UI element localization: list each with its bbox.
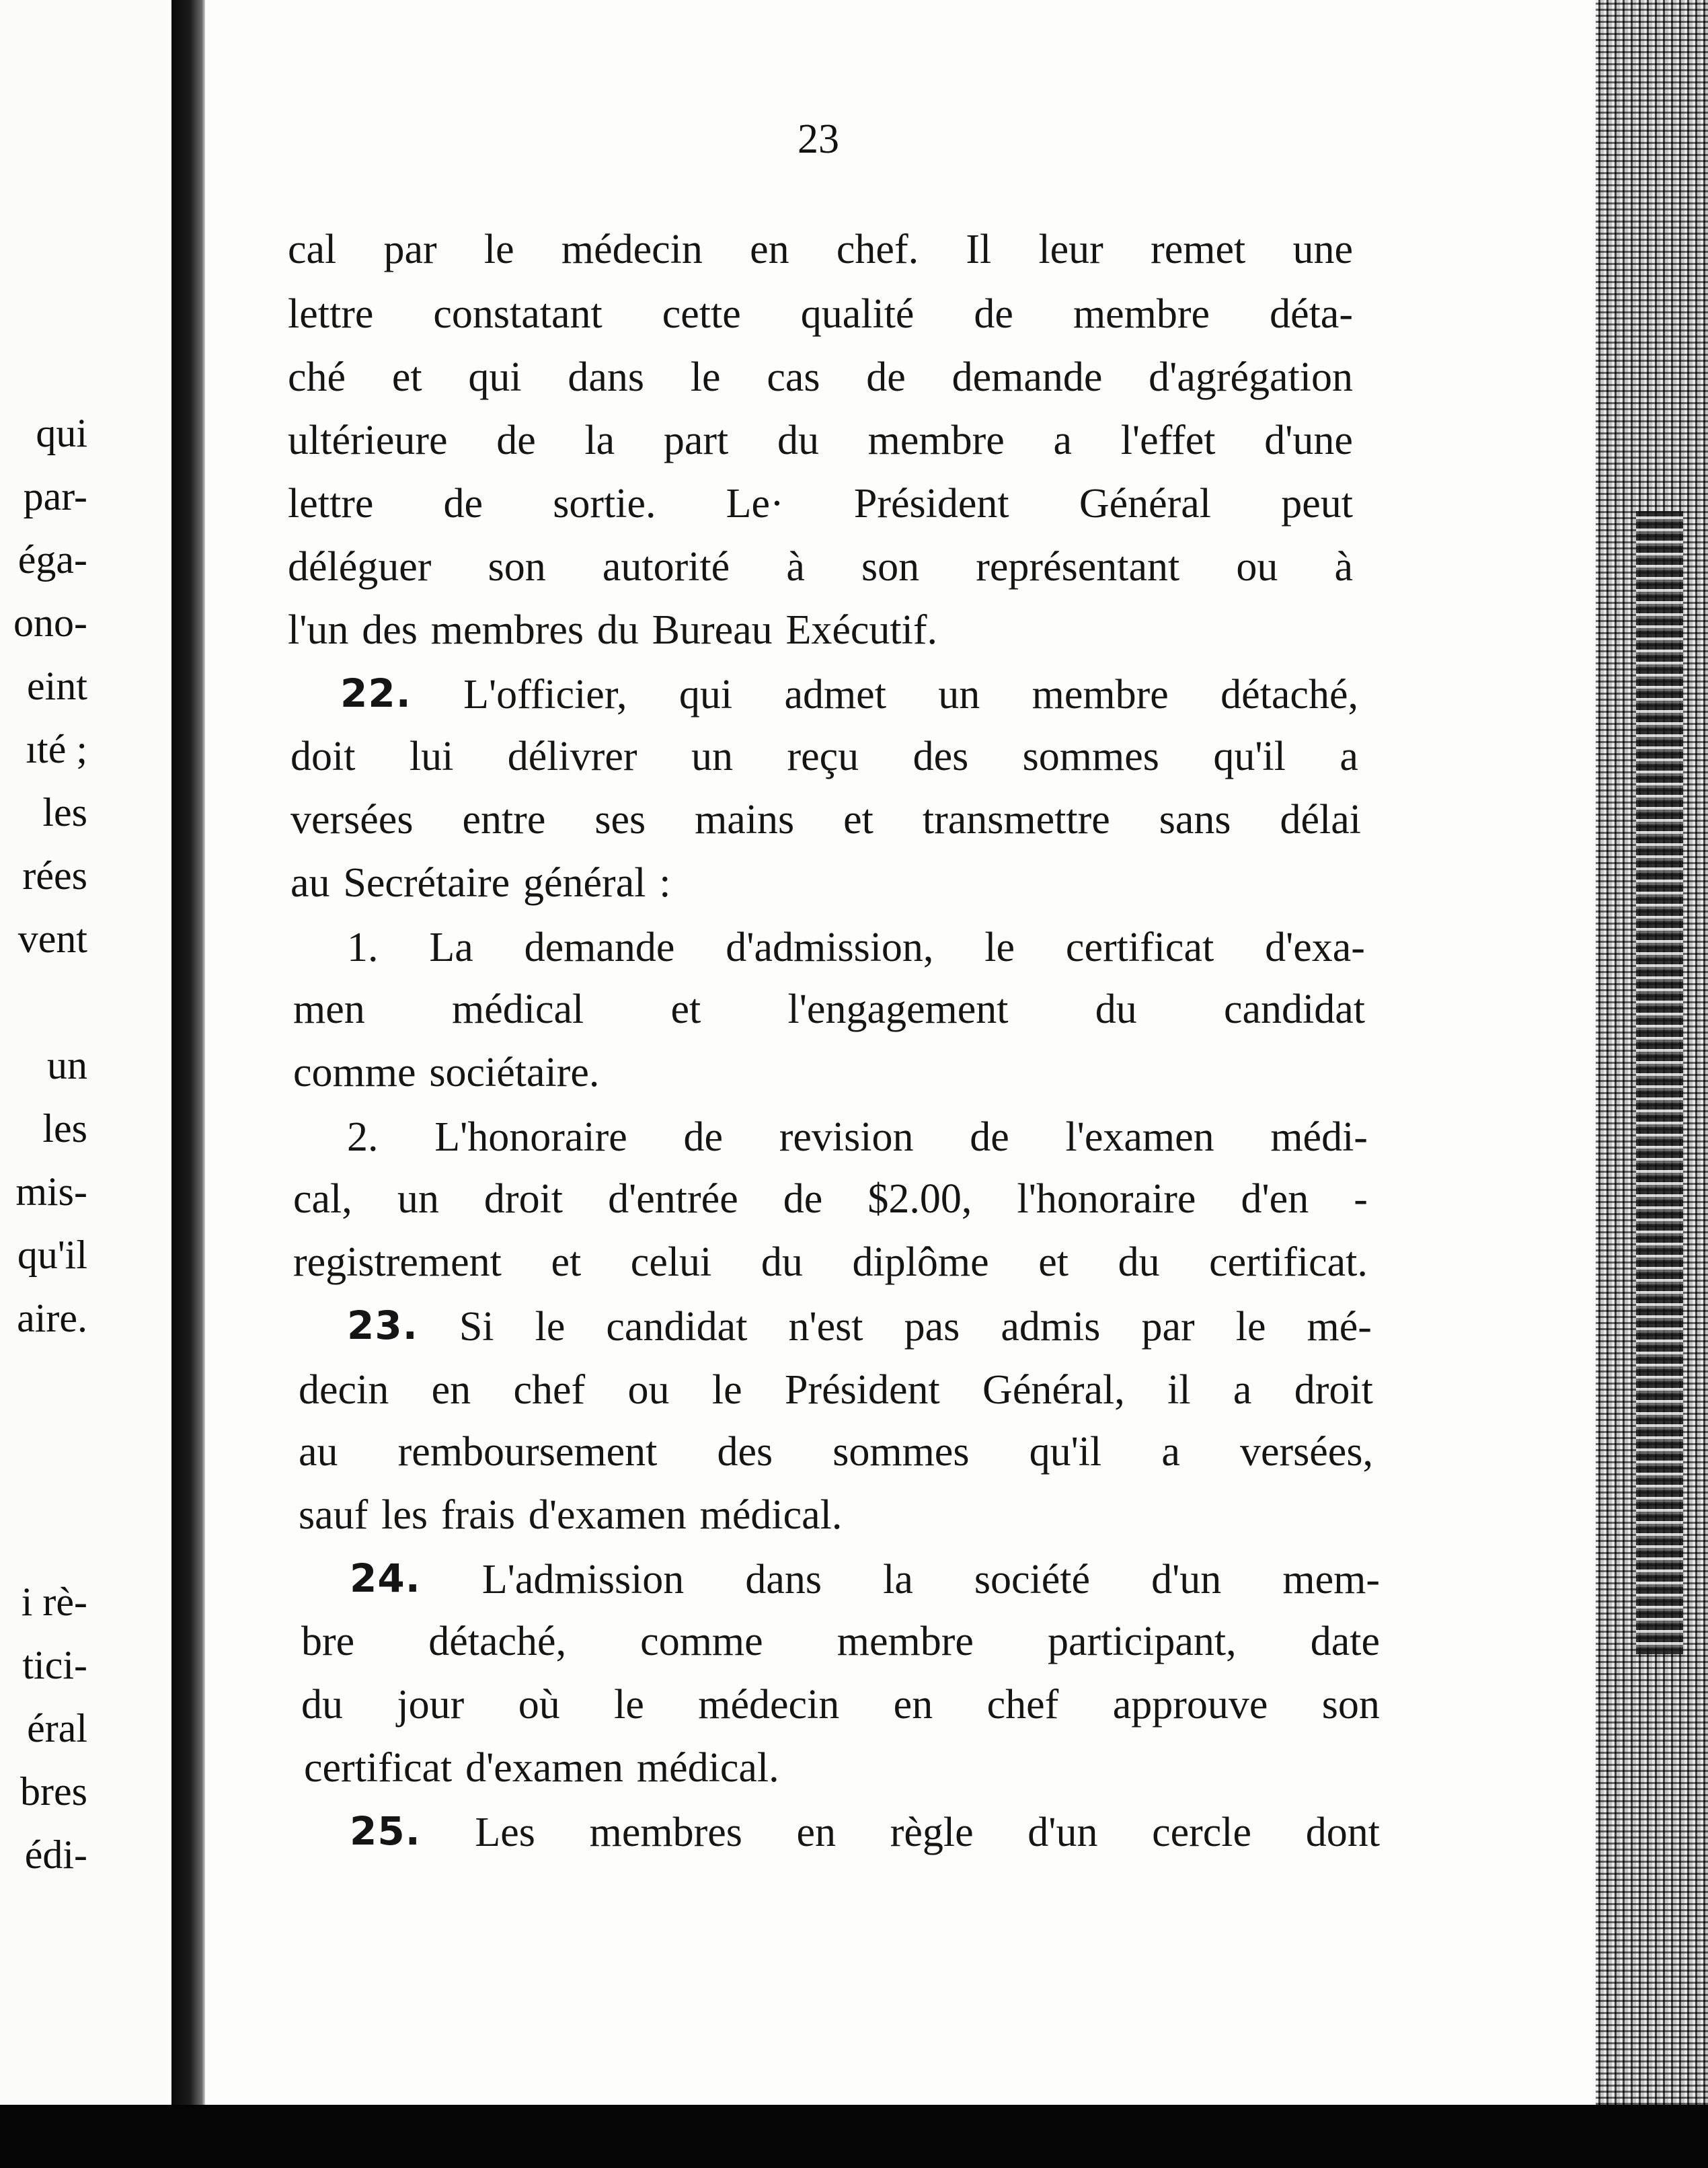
word: leur	[1038, 227, 1103, 272]
word: dans	[568, 354, 645, 400]
text-line	[288, 420, 1353, 461]
word: son	[861, 544, 920, 590]
facing-page-text: ıté ;	[26, 727, 87, 771]
word: sociétaire.	[429, 1050, 600, 1095]
word: le	[614, 1682, 644, 1728]
word: certificat.	[1209, 1239, 1368, 1285]
facing-page-text: bres	[20, 1769, 87, 1814]
text-line	[304, 1747, 792, 1789]
facing-page-text: tici-	[22, 1643, 87, 1687]
word: médecin	[561, 227, 703, 272]
facing-page-text: les	[42, 1106, 87, 1151]
word: une	[1292, 227, 1353, 272]
word: des	[913, 734, 969, 779]
word: Exécutif.	[785, 607, 938, 653]
word: à	[1334, 544, 1353, 590]
word: revision	[779, 1114, 914, 1160]
facing-page-text: édi-	[24, 1832, 87, 1877]
word: Président	[784, 1367, 940, 1413]
word: de	[974, 291, 1013, 337]
word: Secrétaire	[343, 860, 510, 906]
word: entre	[462, 797, 546, 843]
text-line	[293, 1178, 1368, 1220]
word: l'examen	[1065, 1114, 1214, 1160]
text-line	[340, 670, 1358, 718]
word: sans	[1159, 797, 1231, 843]
word: d'une	[1264, 418, 1353, 463]
facing-page-text: aire.	[17, 1296, 87, 1340]
word: déta-	[1270, 291, 1353, 337]
word: cette	[662, 291, 741, 337]
word: :	[659, 860, 671, 906]
text-line	[288, 546, 1353, 588]
facing-page	[0, 0, 171, 2105]
word: a	[1053, 418, 1072, 463]
word: d'admission,	[726, 925, 934, 970]
word: membre	[867, 418, 1005, 463]
word: Les	[475, 1810, 535, 1855]
word: L'admission	[481, 1557, 685, 1602]
facing-page-text: vent	[17, 917, 87, 961]
word: a	[1340, 734, 1358, 779]
word: en	[796, 1810, 837, 1855]
word: qualité	[800, 291, 915, 337]
word: peut	[1281, 481, 1353, 527]
word: d'examen	[528, 1492, 687, 1538]
word: participant,	[1048, 1619, 1237, 1664]
word: il	[1167, 1367, 1191, 1413]
word: ses	[594, 797, 646, 843]
facing-page-text: eint	[27, 664, 87, 708]
word: et	[391, 354, 422, 400]
word: dans	[745, 1557, 822, 1602]
word: comme	[293, 1050, 416, 1095]
text-line	[293, 986, 1365, 1032]
text-line	[347, 1116, 1368, 1158]
text-line	[293, 1052, 613, 1093]
word: cercle	[1152, 1810, 1252, 1855]
word: mem-	[1282, 1557, 1380, 1602]
word: jour	[397, 1682, 465, 1728]
word: registrement	[293, 1239, 502, 1285]
word: part	[663, 418, 729, 463]
word: dont	[1305, 1810, 1380, 1855]
text-line	[301, 1684, 1380, 1726]
word: versées	[290, 797, 414, 843]
word: doit	[290, 734, 356, 779]
word: du	[1095, 986, 1137, 1032]
word: le	[984, 925, 1015, 970]
text-line	[299, 1431, 1373, 1473]
word: d'examen	[465, 1745, 624, 1791]
word: pas	[904, 1304, 960, 1350]
word: autorité	[602, 544, 730, 590]
word: médical.	[636, 1745, 779, 1791]
word: membres	[430, 607, 584, 653]
word: cal	[288, 227, 337, 272]
facing-page-text: les	[42, 790, 87, 835]
word: certificat	[304, 1745, 453, 1791]
text-line	[290, 736, 1358, 777]
word: d'en	[1241, 1176, 1309, 1222]
facing-page-text: par-	[23, 474, 87, 518]
word: $2.00,	[867, 1176, 972, 1222]
word: cas	[767, 354, 820, 400]
text-line	[288, 483, 1353, 525]
word: ou	[627, 1367, 670, 1413]
word: qui	[468, 354, 522, 400]
word: l'engagement	[787, 986, 1009, 1032]
word: le	[1235, 1304, 1266, 1350]
word: où	[518, 1682, 560, 1728]
word: qu'il	[1029, 1429, 1102, 1475]
word: Général,	[982, 1367, 1125, 1413]
word: La	[429, 925, 473, 970]
facing-page-text: éga-	[17, 537, 87, 582]
word: Le·	[726, 481, 784, 527]
word: un	[938, 672, 980, 718]
word: société	[974, 1557, 1091, 1602]
facing-page-text: rées	[22, 853, 87, 898]
word: le	[483, 227, 514, 272]
word: certificat	[1065, 925, 1214, 970]
facing-page-text: qu'il	[17, 1233, 87, 1277]
word: approuve	[1112, 1682, 1268, 1728]
word: du	[596, 607, 639, 653]
word: détaché,	[1220, 672, 1358, 718]
word: qui	[678, 672, 733, 718]
text-line	[347, 927, 1365, 968]
facing-page-text: éral	[27, 1706, 87, 1750]
word: et	[670, 986, 701, 1032]
word: constatant	[433, 291, 603, 337]
word: des	[717, 1429, 773, 1475]
word: un	[397, 1176, 439, 1222]
word: de	[783, 1176, 823, 1222]
word: sortie.	[553, 481, 656, 527]
word: membre	[1073, 291, 1210, 337]
word: du	[761, 1239, 803, 1285]
word: 1.	[347, 925, 379, 970]
text-line	[350, 1808, 1380, 1855]
word: transmettre	[922, 797, 1110, 843]
word: Il	[966, 227, 992, 272]
word: -	[1354, 1176, 1368, 1222]
text-line	[293, 1241, 1368, 1283]
word: au	[299, 1429, 338, 1475]
word: représentant	[976, 544, 1180, 590]
text-line	[290, 799, 1361, 841]
word: ché	[288, 354, 346, 400]
word: en	[431, 1367, 471, 1413]
word: des	[362, 607, 418, 653]
word: a	[1161, 1429, 1180, 1475]
word: de	[683, 1114, 724, 1160]
word: 2.	[347, 1114, 379, 1160]
text-line	[288, 229, 1353, 270]
word: admet	[784, 672, 886, 718]
word: lui	[409, 734, 454, 779]
word: d'un	[1027, 1810, 1098, 1855]
word: admis	[1001, 1304, 1101, 1350]
word: par	[1141, 1304, 1195, 1350]
facing-page-text: i rè-	[21, 1580, 87, 1624]
word: Président	[853, 481, 1009, 527]
word: son	[488, 544, 546, 590]
scan-border	[0, 2105, 1708, 2168]
word: cal,	[293, 1176, 352, 1222]
word: médi-	[1270, 1114, 1368, 1160]
word: d'un	[1151, 1557, 1222, 1602]
word: déléguer	[288, 544, 432, 590]
word: 24.	[350, 1555, 421, 1601]
word: remboursement	[397, 1429, 658, 1475]
word: L'officier,	[463, 672, 627, 718]
text-line	[288, 609, 951, 651]
word: demande	[524, 925, 675, 970]
word: à	[786, 544, 805, 590]
word: lettre	[288, 481, 374, 527]
word: lettre	[288, 291, 374, 337]
word: les	[381, 1492, 428, 1538]
word: détaché,	[428, 1619, 567, 1664]
word: en	[893, 1682, 933, 1728]
word: n'est	[788, 1304, 863, 1350]
word: de	[866, 354, 906, 400]
word: decin	[299, 1367, 389, 1413]
word: 25.	[350, 1808, 421, 1854]
page-edge-stack	[1636, 511, 1683, 1654]
facing-page-text: ono-	[13, 601, 87, 645]
word: membres	[589, 1810, 742, 1855]
word: du	[301, 1682, 343, 1728]
word: qu'il	[1213, 734, 1286, 779]
facing-page-text: qui	[36, 411, 87, 455]
word: de	[443, 481, 483, 527]
word: général	[523, 860, 646, 906]
word: mé-	[1307, 1304, 1372, 1350]
word: de	[970, 1114, 1009, 1160]
word: chef	[986, 1682, 1059, 1728]
text-line	[350, 1555, 1380, 1602]
word: la	[584, 418, 615, 463]
word: médical.	[699, 1492, 843, 1538]
word: l'un	[288, 607, 349, 653]
word: le	[535, 1304, 566, 1350]
word: l'honoraire	[1017, 1176, 1196, 1222]
word: men	[293, 986, 365, 1032]
word: frais	[440, 1492, 515, 1538]
word: bre	[301, 1619, 355, 1664]
word: droit	[1294, 1367, 1373, 1413]
text-line	[301, 1621, 1380, 1662]
word: sommes	[1022, 734, 1159, 779]
facing-page-text: un	[47, 1043, 87, 1087]
word: ultérieure	[288, 418, 448, 463]
text-line	[290, 862, 684, 904]
facing-page-text: mis-	[15, 1169, 87, 1214]
word: versées,	[1239, 1429, 1373, 1475]
word: diplôme	[852, 1239, 989, 1285]
word: règle	[890, 1810, 974, 1855]
text-line	[347, 1303, 1372, 1350]
word: et	[551, 1239, 582, 1285]
book-gutter	[171, 0, 205, 2105]
text-line	[299, 1369, 1373, 1411]
word: sommes	[832, 1429, 970, 1475]
word: et	[1038, 1239, 1069, 1285]
word: au	[290, 860, 330, 906]
word: Bureau	[652, 607, 773, 653]
word: chef.	[836, 227, 919, 272]
word: membre	[1032, 672, 1169, 718]
word: en	[750, 227, 789, 272]
word: 22.	[340, 670, 412, 716]
word: remet	[1151, 227, 1246, 272]
word: comme	[640, 1619, 763, 1664]
word: médecin	[698, 1682, 840, 1728]
word: et	[843, 797, 874, 843]
word: d'exa-	[1265, 925, 1365, 970]
word: mains	[695, 797, 795, 843]
word: son	[1321, 1682, 1380, 1728]
word: l'effet	[1120, 418, 1216, 463]
word: date	[1310, 1619, 1380, 1664]
text-line	[288, 356, 1353, 398]
word: un	[691, 734, 733, 779]
page-edge	[1596, 0, 1708, 2105]
word: demande	[952, 354, 1103, 400]
word: candidat	[1223, 986, 1365, 1032]
text-line	[288, 293, 1353, 335]
word: membre	[837, 1619, 974, 1664]
word: droit	[483, 1176, 564, 1222]
word: chef	[513, 1367, 586, 1413]
word: 23.	[347, 1303, 418, 1348]
word: le	[711, 1367, 742, 1413]
word: Si	[459, 1304, 494, 1350]
word: d'entrée	[608, 1176, 738, 1222]
word: du	[1118, 1239, 1160, 1285]
word: délivrer	[507, 734, 637, 779]
word: de	[496, 418, 536, 463]
word: celui	[630, 1239, 712, 1285]
word: la	[883, 1557, 913, 1602]
page-number: 23	[798, 116, 839, 162]
word: sauf	[299, 1492, 368, 1538]
word: par	[383, 227, 437, 272]
word: médical	[452, 986, 584, 1032]
word: reçu	[787, 734, 859, 779]
text-line	[299, 1494, 855, 1536]
word: du	[777, 418, 819, 463]
word: délai	[1280, 797, 1361, 843]
word: ou	[1236, 544, 1278, 590]
word: Général	[1079, 481, 1212, 527]
word: le	[690, 354, 721, 400]
word: L'honoraire	[434, 1114, 627, 1160]
word: candidat	[606, 1304, 748, 1350]
word: d'agrégation	[1149, 354, 1353, 400]
word: a	[1233, 1367, 1252, 1413]
